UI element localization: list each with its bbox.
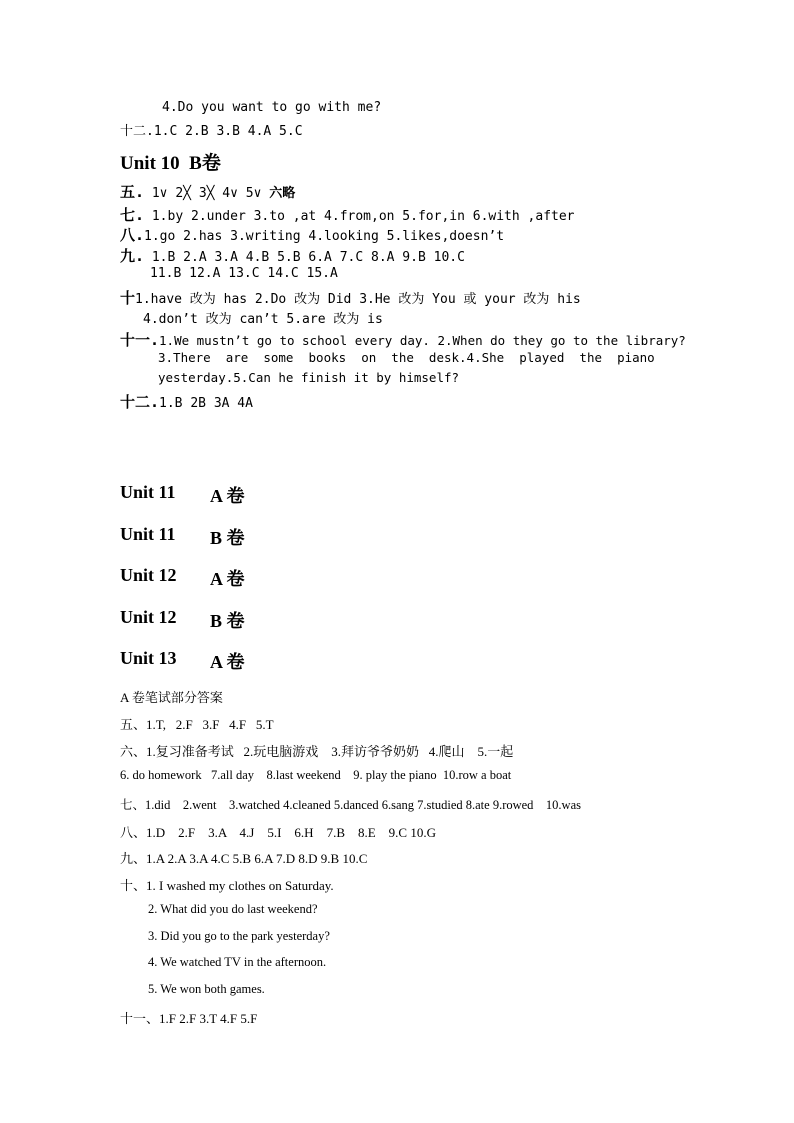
answer-line: 3. Did you go to the park yesterday? xyxy=(148,929,330,943)
section-11-line-3: yesterday.5.Can he finish it by himself? xyxy=(158,370,460,385)
unit-list-heading xyxy=(120,648,177,669)
answer-line: 十二.1.C 2.B 3.B 4.A 5.C xyxy=(120,124,303,139)
section-text: 1∨ 2╳ 3╳ 4∨ 5∨ xyxy=(144,186,270,201)
section-text: 1.by 2.under 3.to ,at 4.from,on 5.for,in 6.with ,after xyxy=(144,209,575,224)
section-text: 1.have 改为 has 2.Do 改为 Did 3.He 改为 You 或 your 改为 his xyxy=(135,292,581,307)
unit-list-heading xyxy=(120,565,177,586)
answer-line: 十、1. I washed my clothes on Saturday. xyxy=(120,878,334,893)
unit-name: Unit 13 xyxy=(120,648,177,668)
unit-name: Unit 11 xyxy=(120,524,176,544)
section-9-line-2: 11.B 12.A 13.C 14.C 15.A xyxy=(150,266,338,281)
section-label: 十一. xyxy=(120,331,160,349)
section-10-line-2: 4.don’t 改为 can’t 5.are 改为 is xyxy=(143,312,383,327)
section-label: 十 xyxy=(120,289,136,307)
answer-line: 八、1.D 2.F 3.A 4.J 5.I 6.H 7.B 8.E 9.C 10.G xyxy=(120,825,436,840)
unit-name: Unit 12 xyxy=(120,607,177,627)
section-8-line xyxy=(120,224,504,245)
unit-paper: B 卷 xyxy=(210,611,245,631)
answer-line: 2. What did you do last weekend? xyxy=(148,902,318,916)
section-label: 八. xyxy=(120,226,145,244)
section-label: 五. xyxy=(120,183,145,201)
unit-heading: Unit 10 B卷 xyxy=(120,153,221,174)
answer-line: 4. We watched TV in the afternoon. xyxy=(148,955,327,969)
section-5-line xyxy=(120,181,295,202)
section-11-line xyxy=(120,329,686,350)
section-text: 1.go 2.has 3.writing 4.looking 5.likes,doesn’t xyxy=(144,229,505,244)
section-label: 六略 xyxy=(269,186,296,201)
section-text: 1.B 2B 3A 4A xyxy=(159,396,253,411)
section-10-line xyxy=(120,287,581,308)
answer-line: 十一、1.F 2.F 3.T 4.F 5.F xyxy=(120,1011,258,1026)
section-11-line-2: 3.There are some books on the desk.4.She played the piano xyxy=(158,350,655,365)
unit-name: Unit 11 xyxy=(120,482,176,502)
answer-line: 五、1.T, 2.F 3.F 4.F 5.T xyxy=(120,717,274,732)
section-label: 七. xyxy=(120,206,145,224)
subtitle: A 卷笔试部分答案 xyxy=(120,690,223,705)
answer-line: 六、1.复习准备考试 2.玩电脑游戏 3.拜访爷爷奶奶 4.爬山 5.一起 xyxy=(120,744,514,759)
section-text: 1.We mustn’t go to school every day. 2.When do they go to the library? xyxy=(159,333,686,348)
section-7-line xyxy=(120,204,575,225)
unit-list-heading xyxy=(120,482,176,503)
unit-paper: A 卷 xyxy=(210,486,245,506)
unit-paper: A 卷 xyxy=(210,652,245,672)
answer-line: 七、1.did 2.went 3.watched 4.cleaned 5.danced 6.sang 7.studied 8.ate 9.rowed 10.was xyxy=(120,798,581,812)
unit-list-heading xyxy=(120,524,176,545)
section-12-line xyxy=(120,391,253,412)
unit-list-heading xyxy=(120,607,177,628)
answer-line: 4.Do you want to go with me? xyxy=(162,100,382,115)
answer-line: 九、1.A 2.A 3.A 4.C 5.B 6.A 7.D 8.D 9.B 10.C xyxy=(120,851,368,866)
unit-paper: A 卷 xyxy=(210,569,245,589)
answer-line: 5. We won both games. xyxy=(148,982,265,996)
unit-paper: B 卷 xyxy=(210,528,245,548)
answer-line: 6. do homework 7.all day 8.last weekend 9. play the piano 10.row a boat xyxy=(120,768,512,782)
section-text: 1.B 2.A 3.A 4.B 5.B 6.A 7.C 8.A 9.B 10.C xyxy=(144,250,465,265)
section-9-line xyxy=(120,245,465,266)
section-label: 九. xyxy=(120,247,145,265)
section-label: 十二. xyxy=(120,393,160,411)
unit-name: Unit 12 xyxy=(120,565,177,585)
